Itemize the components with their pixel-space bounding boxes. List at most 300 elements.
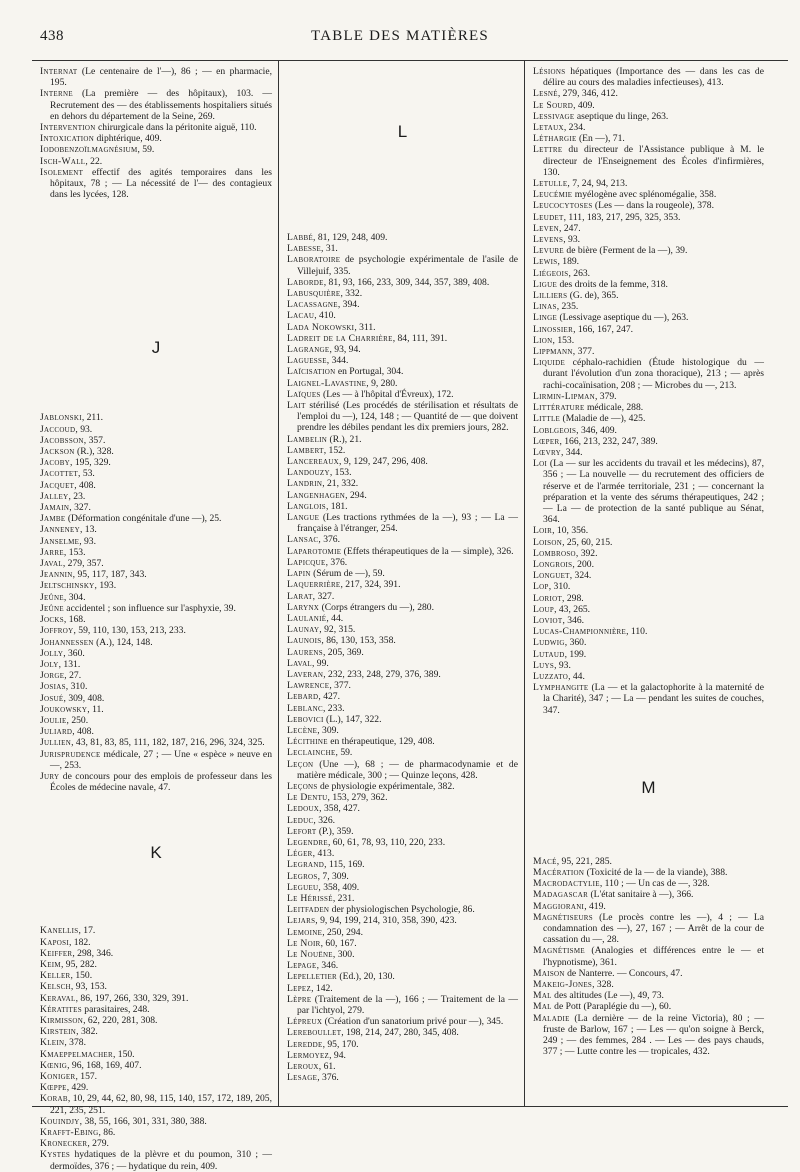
entry-references: médicale, 27 ; — Une « espèce » neuve en —, 253. [50, 748, 272, 771]
index-entry [287, 288, 518, 299]
entry-heading: Javal [40, 558, 63, 570]
entry-references: , 95, 117, 187, 343. [72, 569, 147, 581]
entry-references: , 60, 61, 78, 93, 110, 220, 233. [327, 836, 446, 848]
entry-heading: Lessivage [533, 110, 575, 122]
entry-references: , 25, 60, 215. [562, 536, 613, 548]
index-entry [533, 604, 764, 615]
index-entry [287, 759, 518, 781]
entry-references: , 379. [594, 390, 617, 402]
index-entry [287, 1039, 518, 1050]
index-entry [533, 268, 764, 279]
spacer [533, 716, 764, 778]
entry-heading: Krafft-Ebing [40, 1127, 99, 1138]
index-entry [287, 669, 518, 680]
entry-references: , 21, 332. [322, 478, 359, 490]
index-entry [287, 501, 518, 512]
entry-heading: Klein [40, 1037, 65, 1049]
entry-heading: Jamain [40, 502, 70, 514]
entry-references: effectif des agités temporaires dans les hôpitaux, 78 ; — La nécessité de l'— des contagieux dans les lycées, 128. [50, 166, 272, 201]
index-entry [40, 156, 272, 167]
index-entry [287, 478, 518, 489]
entry-heading: Iodobenzoïlmagnésium [40, 144, 138, 156]
entry-heading: Lirmin-Lipman [533, 390, 595, 402]
entry-heading: Laïcisation [287, 366, 336, 378]
index-entry [40, 1049, 272, 1060]
entry-heading: Jocks [40, 614, 64, 626]
index-entry [40, 412, 272, 423]
index-entry [533, 212, 764, 223]
entry-references: , 250. [66, 714, 89, 726]
entry-references: , 7, 309. [317, 870, 349, 882]
entry-heading: Lambert [287, 444, 324, 456]
index-entry [40, 993, 272, 1004]
entry-heading: Luzzato [533, 670, 569, 682]
index-entry [40, 737, 272, 748]
entry-references: , 7, 24, 94, 213. [567, 178, 628, 190]
entry-heading: Lombroso [533, 547, 576, 559]
index-entry [287, 893, 518, 904]
entry-references: , 11. [87, 703, 104, 715]
index-entry [287, 938, 518, 949]
spacer [40, 358, 272, 412]
entry-heading: Keraval [40, 992, 76, 1004]
entry-heading: Laignel-Lavastine [287, 377, 367, 389]
entry-heading: Labesse [287, 243, 322, 255]
entry-heading: Langue [287, 512, 320, 524]
entry-heading: Maladie [533, 1012, 570, 1024]
index-entry [533, 133, 764, 144]
entry-heading: Lepage [287, 960, 317, 972]
entry-heading: Keim [40, 958, 61, 970]
entry-heading: Lancereaux [287, 456, 340, 468]
index-entry [287, 1050, 518, 1061]
entry-heading: Isch-Wall [40, 155, 86, 167]
index-entry [40, 603, 272, 614]
index-entry [533, 234, 764, 245]
entry-heading: Jambe [40, 513, 66, 525]
entry-heading: Interne [40, 88, 73, 100]
index-entry [40, 558, 272, 569]
index-entry [287, 333, 518, 344]
entry-heading: Lymphangite [533, 682, 589, 694]
entry-heading: Laulanié [287, 612, 327, 624]
entry-heading: Laparotomie [287, 545, 342, 557]
index-entry [533, 878, 764, 889]
entry-heading: Joffroy [40, 625, 74, 637]
entry-heading: Lepez [287, 982, 312, 994]
index-entry [287, 254, 518, 276]
entry-heading: Le Noir [287, 937, 321, 949]
index-entry [533, 122, 764, 133]
entry-heading: Ligue [533, 278, 558, 290]
entry-heading: Kœnig [40, 1059, 68, 1071]
entry-references: , 23. [68, 490, 86, 502]
index-entry [40, 547, 272, 558]
entry-references: , 205, 369. [322, 646, 364, 658]
index-entry [287, 322, 518, 333]
entry-heading: Le Sourd [533, 99, 574, 111]
entry-references: , 43, 265. [554, 603, 591, 615]
entry-heading: Kanellis [40, 925, 79, 937]
entry-references: , 142. [311, 982, 333, 994]
entry-references: , 263. [568, 267, 591, 279]
entry-heading: Kératites [40, 1003, 82, 1015]
entry-heading: Juliard [40, 726, 73, 738]
entry-references: (Traitement de la —), 166 ; — Traitement de la — par l'ichtyol, 279. [297, 993, 518, 1017]
index-entry [533, 245, 764, 256]
index-entry [40, 88, 272, 122]
entry-heading: Laborde [287, 276, 324, 288]
spacer [533, 798, 764, 856]
index-entry [287, 366, 518, 377]
entry-heading: Jeannin [40, 569, 73, 581]
entry-references: , 232, 233, 248, 279, 376, 389. [323, 668, 441, 680]
entry-heading: Josué [40, 692, 64, 704]
entry-references: , 93. [554, 659, 571, 671]
index-entry [287, 613, 518, 624]
index-entry [287, 747, 518, 758]
index-entry [40, 749, 272, 771]
entry-references: stérilisé (Les procédés de stérilisation et résultats de l'emploi du —), 124, 148 ; — Quantité de — que doivent prendre les débiles pendant les dix premiers jours, 282. [297, 400, 518, 434]
index-entry [287, 792, 518, 803]
entry-heading: Landrin [287, 478, 323, 490]
entry-references: , 199. [564, 648, 587, 660]
entry-heading: Littérature [533, 402, 585, 414]
index-entry [287, 915, 518, 926]
entry-references: (La première — des hôpitaux), 103. — Recrutement des — des établissements hospitaliers situés en dehors du département de la Seine, 269. [50, 88, 272, 122]
entry-heading: Intoxication [40, 133, 95, 145]
entry-heading: Lèpre [287, 993, 312, 1005]
entry-heading: Lawrence [287, 680, 330, 692]
entry-heading: Letaux [533, 122, 564, 134]
entry-references: , 360. [63, 647, 85, 659]
index-entry [40, 937, 272, 948]
entry-heading: Lépreux [287, 1016, 323, 1028]
entry-references: , 309. [317, 724, 339, 736]
index-entry [533, 256, 764, 267]
index-entry [40, 959, 272, 970]
index-entry [40, 1149, 272, 1171]
entry-heading: Loir [533, 525, 553, 537]
index-entry [533, 593, 764, 604]
index-entry [40, 625, 272, 636]
entry-heading: Laurens [287, 646, 323, 658]
entry-references: , 27. [64, 670, 82, 682]
entry-heading: Liégeois [533, 267, 569, 279]
entry-heading: Lettre [533, 144, 563, 156]
entry-heading: Leclainche [287, 747, 336, 759]
entry-references: , 168. [63, 614, 86, 626]
entry-references: (P.), 359. [316, 825, 354, 837]
entry-references: , 211. [81, 412, 104, 424]
index-entry [40, 614, 272, 625]
index-entry [533, 324, 764, 335]
index-entry [40, 457, 272, 468]
index-entry [533, 548, 764, 559]
entry-references: , 346, 409. [576, 424, 617, 436]
spacer [40, 863, 272, 925]
index-entry [287, 299, 518, 310]
entry-references: , 360. [564, 637, 587, 649]
entry-references: , 378. [64, 1037, 86, 1049]
entry-heading: Koniger [40, 1070, 76, 1082]
entry-heading: Kaposi [40, 936, 69, 948]
index-entry [40, 1026, 272, 1037]
entry-references: , 195, 329. [70, 457, 111, 469]
index-entry [287, 243, 518, 254]
index-entry [40, 1116, 272, 1127]
entry-heading: Larat [287, 590, 313, 602]
entry-heading: Internat [40, 66, 78, 77]
entry-references: (Les — dans la rougeole), 378. [592, 200, 715, 212]
entry-heading: Lambelin [287, 433, 328, 445]
entry-references: , 410. [314, 310, 336, 322]
entry-references: (En —), 71. [576, 133, 625, 145]
entry-references: , 10, 356. [552, 525, 589, 537]
entry-references: , 44. [568, 670, 585, 682]
entry-references: (Sérum de —), 59. [310, 568, 385, 580]
index-entry [287, 277, 518, 288]
entry-heading: Laboratoire [287, 254, 341, 266]
entry-references: (Déformation congénitale d'une —), 25. [65, 513, 222, 525]
entry-references: des altitudes (Le —), 49, 73. [551, 990, 664, 1002]
entry-heading: Jeûne [40, 591, 64, 603]
entry-references: , 358, 427. [319, 803, 360, 815]
entry-heading: Lejars [287, 915, 316, 927]
index-entry [40, 771, 272, 793]
entry-references: , 181. [325, 500, 348, 512]
entry-references: , 150. [112, 1048, 135, 1060]
index-entry [40, 1082, 272, 1093]
entry-references: , 193. [94, 580, 117, 592]
entry-heading: Jeûne [40, 602, 64, 614]
entry-heading: Kmaeppelmacher [40, 1048, 113, 1060]
index-entry [533, 1001, 764, 1012]
entry-heading: Legueu [287, 881, 319, 893]
entry-heading: Macération [533, 866, 585, 878]
index-entry [287, 344, 518, 355]
entry-heading: Macé [533, 855, 557, 867]
section-letter: L [397, 122, 408, 141]
entry-references: , 182. [68, 936, 91, 948]
index-entry [533, 66, 764, 88]
entry-references: , 93, 153. [70, 981, 107, 993]
entry-heading: Léger [287, 848, 313, 860]
entry-references: , 328. [592, 979, 614, 991]
index-entry [287, 927, 518, 938]
entry-heading: Lesage [287, 1072, 318, 1084]
entry-references: , 10, 29, 44, 62, 80, 98, 115, 140, 157, 172, 189, 205, 221, 235, 251. [50, 1093, 272, 1116]
entry-heading: Isolement [40, 166, 84, 178]
entry-heading: Laguesse [287, 355, 327, 367]
entry-references: , 279, 357. [62, 558, 104, 570]
entry-references: , 311. [354, 321, 376, 333]
entry-references: , 153. [552, 334, 575, 346]
entry-heading: Kelsch [40, 981, 71, 993]
entry-references: , 166, 213, 232, 247, 389. [559, 435, 658, 447]
index-entry [40, 1037, 272, 1048]
entry-references: , 309, 408. [63, 692, 105, 704]
index-entry [533, 867, 764, 878]
entry-heading: Jablonski [40, 412, 82, 424]
entry-heading: Jolly [40, 647, 64, 659]
entry-heading: Larynx [287, 601, 320, 613]
index-entry [533, 979, 764, 990]
entry-heading: Jalley [40, 490, 69, 502]
entry-references: chirurgicale dans la péritonite aiguë, 110. [95, 122, 257, 134]
index-entry [40, 66, 272, 88]
entry-heading: Kystes [40, 1149, 71, 1161]
index-entry [287, 434, 518, 445]
index-entry [287, 400, 518, 434]
entry-heading: Legrand [287, 859, 325, 871]
entry-references: , 92, 315. [319, 624, 356, 636]
entry-heading: Maison [533, 967, 565, 979]
entry-references: , 95, 170. [322, 1038, 359, 1050]
index-entry [40, 1093, 272, 1115]
index-entry [533, 537, 764, 548]
spacer [287, 66, 518, 122]
entry-references: , 279, 346, 412. [557, 88, 618, 100]
entry-references: , 22. [85, 155, 103, 167]
entry-heading: Johannessen [40, 636, 94, 648]
index-entry [287, 994, 518, 1016]
index-entry [40, 715, 272, 726]
index-entry [533, 178, 764, 189]
entry-heading: Launay [287, 624, 320, 636]
index-entry [40, 122, 272, 133]
entry-references: , 409. [573, 99, 595, 111]
index-entry [533, 100, 764, 111]
entry-heading: Lacassagne [287, 299, 338, 311]
index-entry [287, 310, 518, 321]
entry-heading: Le Hérissé [287, 892, 333, 904]
entry-references: , 17. [78, 925, 96, 937]
index-entry [40, 592, 272, 603]
entry-heading: Leduc [287, 814, 314, 826]
entry-heading: Ludwig [533, 637, 565, 649]
entry-heading: Lebard [287, 691, 319, 703]
entry-references: , 233. [322, 702, 345, 714]
entry-references: , 86, 130, 153, 358. [321, 635, 396, 647]
index-entry [287, 232, 518, 243]
entry-references: , 346. [316, 960, 339, 972]
entry-heading: Lewis [533, 256, 558, 268]
index-entry [287, 445, 518, 456]
entry-heading: Langenhagen [287, 489, 346, 501]
entry-references: , 59, 110, 130, 153, 213, 233. [73, 625, 186, 637]
page-number: 438 [40, 28, 64, 44]
entry-references: en Portugal, 304. [335, 366, 404, 378]
entry-references: hépatiques (Importance des — dans les cas de délire au cours des maladies infectieuses), 413. [543, 66, 764, 89]
index-entry [40, 569, 272, 580]
entry-references: , 62, 220, 281, 308. [83, 1014, 158, 1026]
index-entry [533, 279, 764, 290]
entry-references: , 327. [312, 590, 335, 602]
entry-heading: Lereboullet [287, 1027, 342, 1039]
index-entry [287, 568, 518, 579]
index-entry [40, 524, 272, 535]
entry-heading: Ladreit de la Charrière [287, 332, 393, 344]
index-entry [40, 580, 272, 591]
entry-references: , 382. [76, 1026, 98, 1038]
entry-references: , 166, 167, 247. [573, 323, 634, 335]
index-entry [40, 502, 272, 513]
index-entry [287, 871, 518, 882]
entry-heading: Little [533, 413, 561, 425]
entry-references: diphtérique, 409. [94, 133, 162, 145]
index-entry [287, 680, 518, 691]
index-entry [287, 882, 518, 893]
index-entry [533, 223, 764, 234]
index-entry [533, 581, 764, 592]
index-entry [287, 725, 518, 736]
index-entry [287, 456, 518, 467]
entry-heading: Lion [533, 334, 553, 346]
index-entry [40, 693, 272, 704]
index-entry [533, 901, 764, 912]
entry-references: , 346. [562, 614, 585, 626]
entry-heading: Loup [533, 603, 555, 615]
index-entry [287, 714, 518, 725]
entry-references: , 413. [312, 848, 335, 860]
entry-references: , 376. [318, 534, 340, 546]
entry-references: en thérapeutique, 129, 408. [327, 736, 435, 748]
index-entry [533, 570, 764, 581]
index-entry [40, 1071, 272, 1082]
entry-heading: Lada Nokowski [287, 321, 355, 333]
index-entry [287, 983, 518, 994]
entry-references: , 357. [83, 434, 106, 446]
index-entry [287, 512, 518, 534]
entry-references: , 115, 169. [324, 859, 365, 871]
entry-references: , 157. [75, 1070, 98, 1082]
index-entry [40, 167, 272, 201]
entry-references: , 61. [318, 1061, 336, 1073]
entry-heading: Lucas-Championnière [533, 626, 627, 638]
index-entry [40, 925, 272, 936]
entry-heading: Lait [287, 400, 306, 412]
index-entry [287, 736, 518, 747]
index-columns [32, 60, 788, 1172]
entry-heading: Makeig-Jones [533, 979, 593, 991]
entry-heading: Legendre [287, 836, 328, 848]
entry-references: , 298, 346. [72, 947, 114, 959]
entry-references: , 153, 279, 362. [327, 792, 388, 804]
entry-references: , 189. [557, 256, 580, 268]
index-entry [40, 144, 272, 155]
index-entry [287, 355, 518, 366]
index-entry [533, 357, 764, 391]
index-entry [40, 670, 272, 681]
entry-heading: Longrois [533, 558, 573, 570]
entry-references: , 310. [65, 681, 88, 693]
entry-heading: Korab [40, 1093, 68, 1105]
index-entry [533, 200, 764, 211]
entry-heading: Linas [533, 301, 557, 313]
entry-heading: Le Nouëne [287, 949, 333, 960]
entry-references: , 408. [72, 726, 94, 738]
entry-references: , 298. [562, 592, 584, 604]
entry-heading: Keller [40, 970, 71, 982]
index-column-middle [278, 61, 524, 1106]
entry-references: , 324. [569, 570, 592, 582]
entry-references: , 376. [325, 556, 348, 568]
entry-heading: Laveran [287, 668, 324, 680]
entry-references: médicale, 288. [584, 402, 644, 414]
entry-references: , 84, 111, 391. [392, 332, 448, 344]
entry-references: de psychologie expérimentale de l'asile de Villejuif, 335. [297, 254, 518, 277]
